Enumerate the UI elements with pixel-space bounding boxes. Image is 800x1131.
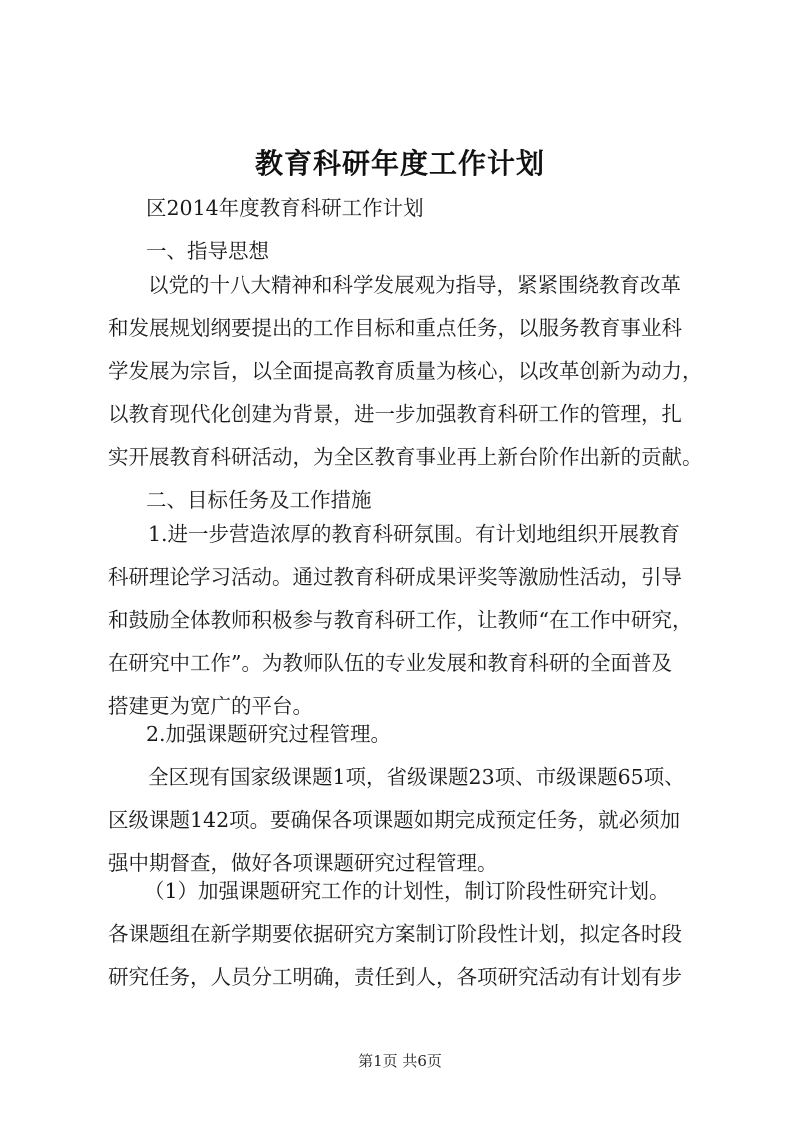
text-line: 学发展为宗旨，以全面提高教育质量为核心，以改革创新为动力， (108, 359, 703, 383)
text-line: 2.加强课题研究过程管理。 (146, 722, 392, 746)
page-footer: 第1页 共6页 (358, 1052, 442, 1070)
paragraph-project-counts (108, 756, 708, 885)
text-line: 和鼓励全体教师积极参与教育科研工作，让教师“在工作中研究， (108, 608, 693, 632)
section-heading-process-management (146, 713, 706, 756)
text-line: （1）加强课题研究工作的计划性，制订阶段性研究计划。 (144, 879, 670, 903)
text-line: 全区现有国家级课题1项，省级课题23项、市级课题65项、 (148, 765, 685, 789)
text-line: 一、指导思想 (146, 239, 269, 263)
paragraph-planning (108, 870, 708, 999)
text-line: 科研理论学习活动。通过教育科研成果评奖等激励性活动，引导 (108, 565, 682, 589)
text-line: 在研究中工作”。为教师队伍的专业发展和教育科研的全面普及 (108, 651, 672, 675)
text-line: 搭建更为宽广的平台。 (108, 694, 313, 718)
paragraph-research-atmosphere (108, 513, 708, 728)
subtitle-line (146, 187, 706, 230)
text-line: 和发展规划纲要提出的工作目标和重点任务，以服务教育事业科 (108, 316, 682, 340)
text-line: 区级课题142项。要确保各项课题如期完成预定任务，就必须加 (108, 808, 681, 832)
text-line: 1.进一步营造浓厚的教育科研氛围。有计划地组织开展教育 (148, 522, 681, 546)
text-line: 研究任务，人员分工明确，责任到人，各项研究活动有计划有步 (108, 965, 682, 989)
text-line: 以教育现代化创建为背景，进一步加强教育科研工作的管理，扎 (108, 402, 682, 426)
text-line: 强中期督查，做好各项课题研究过程管理。 (108, 851, 498, 875)
paragraph-guiding-thought (108, 264, 708, 479)
text-line: 以党的十八大精神和科学发展观为指导，紧紧围绕教育改革 (148, 273, 681, 297)
text-line: 实开展教育科研活动，为全区教育事业再上新台阶作出新的贡献。 (108, 445, 703, 469)
text-line: 区2014年度教育科研工作计划 (146, 196, 424, 220)
text-line: 各课题组在新学期要依据研究方案制订阶段性计划，拟定各时段 (108, 922, 682, 946)
document-title: 教育科研年度工作计划 (254, 147, 545, 180)
text-line: 二、目标任务及工作措施 (146, 488, 372, 512)
